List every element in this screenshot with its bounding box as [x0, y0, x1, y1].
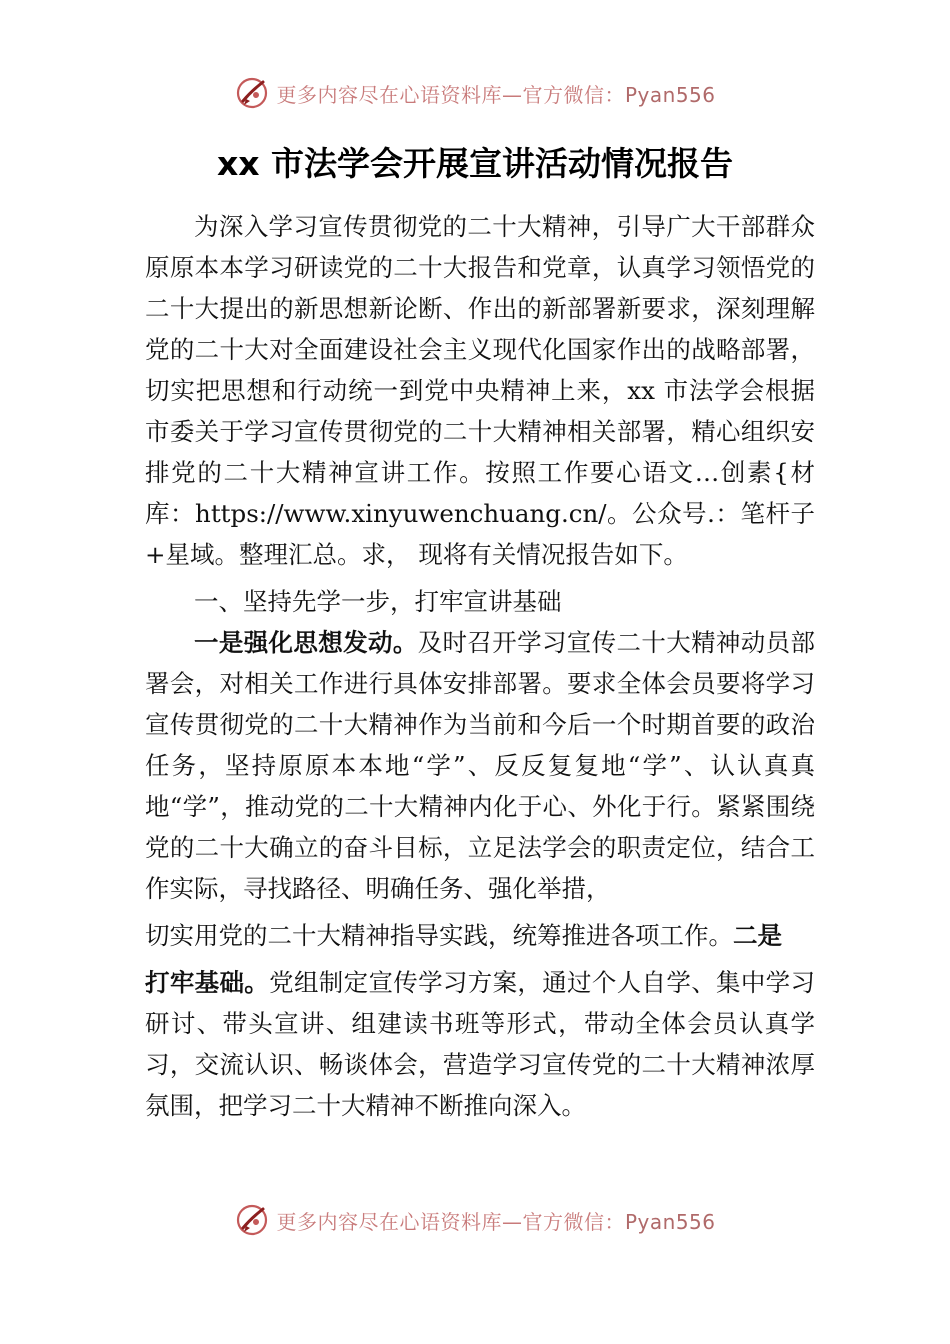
watermark-text: 更多内容尽在心语资料库—官方微信：: [276, 82, 625, 107]
point-two-paragraph: [145, 962, 815, 1126]
point-one-continued: [145, 915, 815, 956]
point-one-lead: 一是强化思想发动。: [194, 628, 418, 657]
point-two-text: 党组制定宣传学习方案，通过个人自学、集中学习研讨、带头宣讲、组建读书班等形式，带动全体会员认真学习，交流认识、畅谈体会，营造学习宣传党的二十大精神浓厚氛围，把学习二十大精神不断推向深入。: [145, 968, 816, 1120]
watermark-wechat-id: Pyan556: [624, 1209, 716, 1234]
watermark-text: 更多内容尽在心语资料库—官方微信：: [276, 1209, 625, 1234]
ink-pen-logo-icon: [234, 75, 270, 111]
point-one-text: 及时召开学习宣传二十大精神动员部署会，对相关工作进行具体安排部署。要求全体会员要将学习宣传贯彻党的二十大精神作为当前和今后一个时期首要的政治任务，坚持原原本本地“学”、反反复复地“学”、认认真真地“学”，推动党的二十大精神内化于心、外化于行。紧紧围绕党的二十大确立的奋斗目标，立足法学会的职责定位，结合工作实际，寻找路径、明确任务、强化举措，: [145, 628, 815, 903]
point-two-lead-part1: 二是: [733, 921, 782, 950]
document-body: [145, 206, 815, 1126]
footer-watermark: [0, 1195, 950, 1245]
point-two-lead-part2: 打牢基础。: [145, 968, 270, 997]
point-one-continued-text: 切实用党的二十大精神指导实践，统筹推进各项工作。: [145, 921, 733, 950]
point-one-paragraph: [145, 622, 815, 909]
section-heading: 一、坚持先学一步，打牢宣讲基础: [194, 587, 562, 616]
watermark-wechat-id: Pyan556: [624, 82, 716, 107]
header-watermark: [0, 68, 950, 118]
intro-paragraph: 为深入学习宣传贯彻党的二十大精神，引导广大干部群众原原本本学习研读党的二十大报告和党章，认真学习领悟党的二十大提出的新思想新论断、作出的新部署新要求，深刻理解党的二十大对全面建设社会主义现代化国家作出的战略部署，切实把思想和行动统一到党中央精神上来，xx 市法学会根据市委关于学习宣传贯彻党的二十大精神相关部署，精心组织安排党的二十大精神宣讲工作。按照工作要心语文…创素{材库：https://www.xinyuwenchuang.cn/。公众号.：笔杆子+星域。整理汇总。求， 现将有关情况报告如下。: [145, 212, 815, 569]
page-title: xx 市法学会开展宣讲活动情况报告: [216, 144, 734, 183]
ink-pen-logo-icon: [234, 1202, 270, 1238]
